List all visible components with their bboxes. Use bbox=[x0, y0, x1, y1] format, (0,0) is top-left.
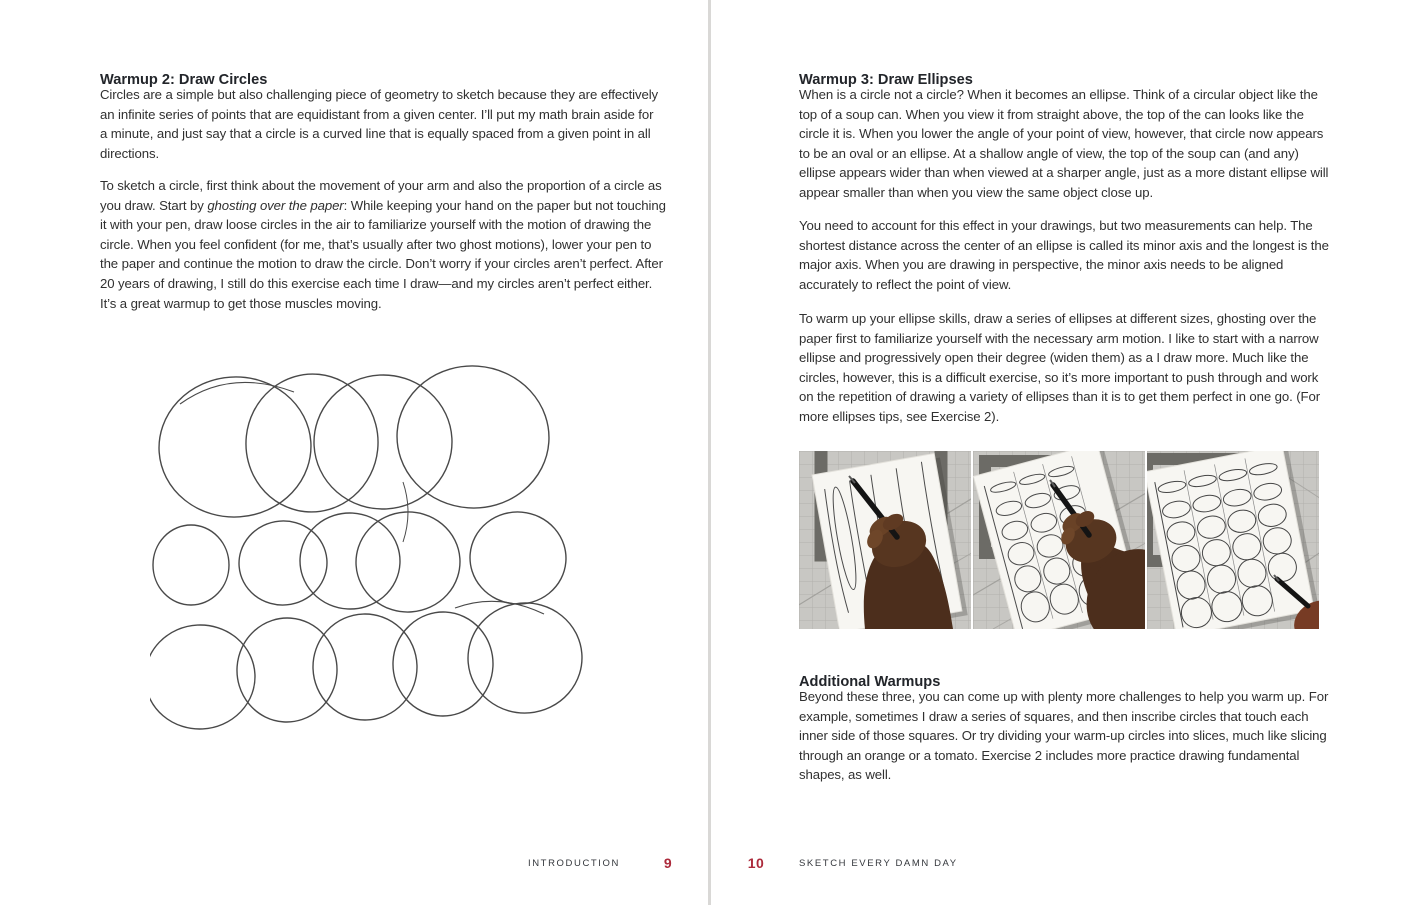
left-page-paragraph-2 bbox=[100, 176, 666, 313]
right-page-paragraph-3: To warm up your ellipse skills, draw a series of ellipses at different sizes, ghosting over the paper first to familiarize yourself with the necessary arm motion. I like to start with a narrow ellipse and progressively open their degree (widen them) as a I draw more. Much like the circles, however, this is a difficult exercise, so it’s more important to push through and work on the repetition of drawing a variety of ellipses than it is to get them perfect in one go. (For more ellipses tips, see Exercise 2). bbox=[799, 311, 1321, 424]
right-page-number: 10 bbox=[747, 855, 765, 871]
left-page-paragraph-1: Circles are a simple but also challenging piece of geometry to sketch because they are effectively an infinite series of points that are equidistant from a given center. I’ll put my math brain aside for a minute, and just say that a circle is a curved line that is equally spaced from a given point in all directions. bbox=[100, 87, 659, 161]
circles-sketch-figure bbox=[150, 362, 620, 742]
right-running-footer: SKETCH EVERY DAMN DAY bbox=[799, 858, 958, 869]
left-page-heading: Warmup 2: Draw Circles bbox=[100, 72, 268, 89]
paragraph-text: To sketch a circle, first think about the movement of your arm and also the proportion of a circle as you draw. Start by bbox=[100, 178, 662, 213]
italic-phrase: ghosting over the paper bbox=[207, 197, 344, 213]
right-page-paragraph-1: When is a circle not a circle? When it becomes an ellipse. Think of a circular object like the top of a soup can. When you view it from straight above, the top of the can looks like the circle it is. When you lower the angle of your point of view, however, that circle now appears to be an oval or an ellipse. At a shallow angle of view, the top of the soup can (and any) ellipse appears wider than when viewed at a sharper angle, just as a more distant ellipse will appear smaller than when you view the same object close up. bbox=[799, 87, 1329, 200]
photo-panel-opening-ellipses bbox=[973, 451, 1145, 629]
paragraph-text: : While keeping your hand on the paper but not touching it with your pen, draw loose circles in the air to familiarize yourself with the motion of drawing the circle. When you feel confident (for me, that’s usually after two ghost motions), lower your pen to the paper and continue the motion to draw the circle. Don’t worry if your circles aren’t perfect. After 20 years of drawing, I still do this exercise each time I draw—and my circles aren’t perfect either. It’s a great warmup to get those muscles moving. bbox=[100, 197, 666, 311]
right-page-heading: Warmup 3: Draw Ellipses bbox=[799, 72, 973, 89]
photo-panel-ellipse-sheet bbox=[1147, 451, 1319, 629]
left-page-number: 9 bbox=[663, 855, 673, 871]
right-page-paragraph-2: You need to account for this effect in your drawings, but two measurements can help. The shortest distance across the center of an ellipse is called its minor axis and the longest is the major axis. When you are drawing in perspective, the minor axis needs to be aligned accurately to reflect the point of view. bbox=[799, 218, 1329, 292]
left-running-footer: INTRODUCTION bbox=[527, 858, 620, 869]
right-page-subheading: Additional Warmups bbox=[799, 674, 941, 691]
ellipse-warmup-photo bbox=[799, 451, 1319, 629]
photo-panel-narrow-ellipses bbox=[799, 451, 971, 629]
right-page-paragraph-4: Beyond these three, you can come up with plenty more challenges to help you warm up. For example, sometimes I draw a series of squares, and then inscribe circles that touch each inner side of those squares. Or try dividing your warm-up circles into slices, much like slicing through an orange or a tomato. Exercise 2 includes more practice drawing fundamental shapes, as well. bbox=[799, 689, 1329, 783]
page-gutter-divider bbox=[708, 0, 711, 905]
